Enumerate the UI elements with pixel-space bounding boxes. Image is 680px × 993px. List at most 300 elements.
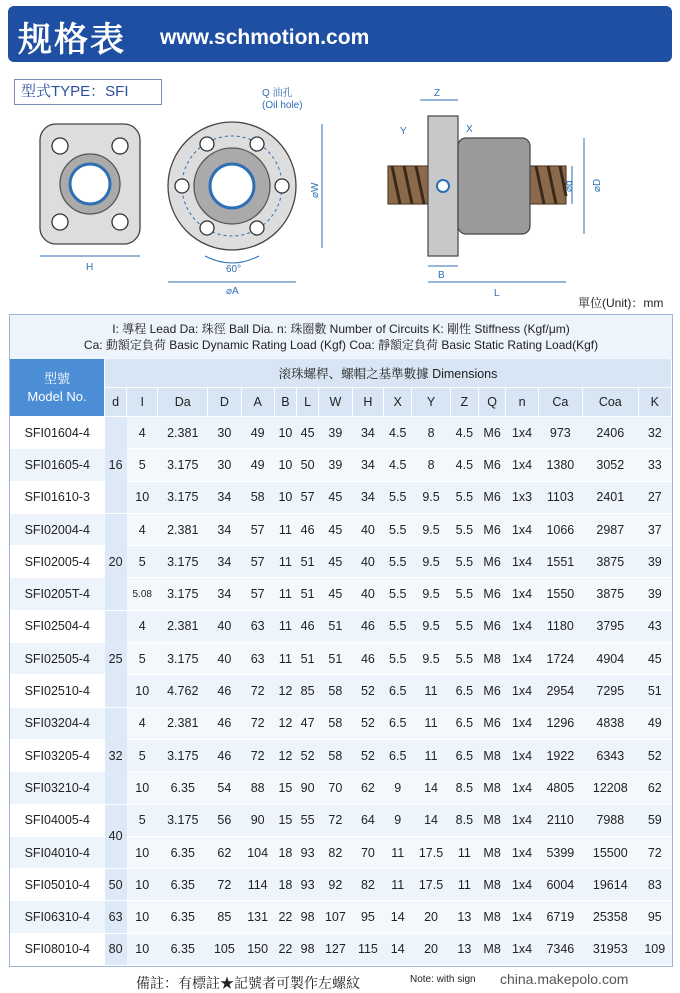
cell-l: 90 bbox=[297, 772, 319, 804]
round-nut-bore bbox=[210, 164, 254, 208]
table-row bbox=[10, 610, 672, 642]
cell-w: 51 bbox=[319, 643, 352, 675]
cell-ca: 1103 bbox=[538, 481, 582, 513]
cell-i: 10 bbox=[127, 675, 158, 707]
spec-table-body bbox=[10, 417, 672, 966]
website-url[interactable]: www.schmotion.com bbox=[160, 26, 370, 49]
cell-coa: 3875 bbox=[583, 546, 639, 578]
cell-da: 2.381 bbox=[158, 513, 208, 545]
column-header-b: B bbox=[274, 388, 296, 417]
cell-a: 90 bbox=[241, 804, 274, 836]
column-header-d: d bbox=[105, 388, 127, 417]
shaft-diameter-cell: 63 bbox=[105, 901, 127, 933]
label-b: B bbox=[438, 270, 445, 281]
cell-k: 39 bbox=[638, 546, 671, 578]
cell-w: 45 bbox=[319, 546, 352, 578]
cell-z: 5.5 bbox=[450, 643, 478, 675]
cell-y: 11 bbox=[412, 739, 451, 771]
column-header-n: n bbox=[506, 388, 538, 417]
column-header-x: X bbox=[384, 388, 412, 417]
cell-x: 5.5 bbox=[384, 578, 412, 610]
cell-da: 2.381 bbox=[158, 417, 208, 449]
cell-i: 5 bbox=[127, 546, 158, 578]
type-label: 型式TYPE：SFI bbox=[14, 79, 162, 105]
cell-da: 3.175 bbox=[158, 739, 208, 771]
cell-ca: 5399 bbox=[538, 836, 582, 868]
cell-d: 46 bbox=[208, 707, 241, 739]
cell-w: 70 bbox=[319, 772, 352, 804]
round-bolt-6 bbox=[175, 179, 189, 193]
cell-l: 51 bbox=[297, 643, 319, 675]
cell-z: 6.5 bbox=[450, 739, 478, 771]
cell-a: 63 bbox=[241, 610, 274, 642]
bolt-hole-3 bbox=[52, 214, 68, 230]
footnote-en: Note: with sign bbox=[410, 974, 476, 985]
cell-z: 5.5 bbox=[450, 513, 478, 545]
cell-da: 4.762 bbox=[158, 675, 208, 707]
cell-n: 1x4 bbox=[506, 513, 538, 545]
cell-x: 9 bbox=[384, 772, 412, 804]
cell-h: 46 bbox=[352, 643, 384, 675]
column-header-coa: Coa bbox=[583, 388, 639, 417]
oil-hole-mark bbox=[437, 180, 449, 192]
cell-coa: 12208 bbox=[583, 772, 639, 804]
model-cell: SFI0205T-4 bbox=[10, 578, 105, 610]
round-bolt-1 bbox=[200, 137, 214, 151]
round-bolt-4 bbox=[250, 221, 264, 235]
cell-ca: 6719 bbox=[538, 901, 582, 933]
round-bolt-3 bbox=[275, 179, 289, 193]
model-cell: SFI03204-4 bbox=[10, 707, 105, 739]
label-angle: 60° bbox=[226, 264, 242, 275]
cell-b: 11 bbox=[274, 610, 296, 642]
cell-x: 11 bbox=[384, 869, 412, 901]
cell-q: M6 bbox=[478, 481, 506, 513]
cell-h: 34 bbox=[352, 481, 384, 513]
cell-h: 82 bbox=[352, 869, 384, 901]
cell-coa: 2987 bbox=[583, 513, 639, 545]
cell-coa: 3052 bbox=[583, 449, 639, 481]
cell-d: 46 bbox=[208, 739, 241, 771]
cell-y: 8 bbox=[412, 417, 451, 449]
cell-q: M8 bbox=[478, 901, 506, 933]
header-banner bbox=[8, 6, 672, 62]
cell-ca: 4805 bbox=[538, 772, 582, 804]
cell-i: 10 bbox=[127, 869, 158, 901]
cell-i: 4 bbox=[127, 417, 158, 449]
cell-l: 98 bbox=[297, 933, 319, 965]
nut-body-side bbox=[458, 138, 530, 234]
model-cell: SFI05010-4 bbox=[10, 869, 105, 901]
cell-x: 5.5 bbox=[384, 610, 412, 642]
cell-i: 5 bbox=[127, 739, 158, 771]
cell-k: 33 bbox=[638, 449, 671, 481]
cell-b: 18 bbox=[274, 869, 296, 901]
cell-z: 8.5 bbox=[450, 804, 478, 836]
cell-a: 49 bbox=[241, 449, 274, 481]
cell-x: 5.5 bbox=[384, 481, 412, 513]
cell-l: 46 bbox=[297, 610, 319, 642]
cell-n: 1x4 bbox=[506, 449, 538, 481]
cell-ca: 7346 bbox=[538, 933, 582, 965]
cell-d: 40 bbox=[208, 610, 241, 642]
cell-x: 9 bbox=[384, 804, 412, 836]
cell-ca: 1180 bbox=[538, 610, 582, 642]
cell-x: 5.5 bbox=[384, 546, 412, 578]
cell-da: 3.175 bbox=[158, 481, 208, 513]
cell-z: 4.5 bbox=[450, 449, 478, 481]
table-row bbox=[10, 933, 672, 965]
cell-d: 85 bbox=[208, 901, 241, 933]
cell-h: 70 bbox=[352, 836, 384, 868]
cell-coa: 3795 bbox=[583, 610, 639, 642]
cell-a: 49 bbox=[241, 417, 274, 449]
cell-coa: 15500 bbox=[583, 836, 639, 868]
unit-label: 單位(Unit)：mm bbox=[578, 296, 664, 310]
model-cell: SFI03205-4 bbox=[10, 739, 105, 771]
column-header-i: I bbox=[127, 388, 158, 417]
model-cell: SFI06310-4 bbox=[10, 901, 105, 933]
cell-coa: 25358 bbox=[583, 901, 639, 933]
cell-ca: 6004 bbox=[538, 869, 582, 901]
column-header-d: D bbox=[208, 388, 241, 417]
cell-b: 10 bbox=[274, 481, 296, 513]
cell-k: 83 bbox=[638, 869, 671, 901]
cell-y: 20 bbox=[412, 933, 451, 965]
cell-b: 18 bbox=[274, 836, 296, 868]
cell-w: 58 bbox=[319, 739, 352, 771]
cell-z: 6.5 bbox=[450, 675, 478, 707]
cell-k: 45 bbox=[638, 643, 671, 675]
cell-l: 93 bbox=[297, 836, 319, 868]
cell-a: 72 bbox=[241, 739, 274, 771]
column-header-z: Z bbox=[450, 388, 478, 417]
shaft-diameter-cell: 25 bbox=[105, 610, 127, 707]
cell-h: 34 bbox=[352, 417, 384, 449]
column-header-l: L bbox=[297, 388, 319, 417]
nut-bore-circle bbox=[70, 164, 110, 204]
cell-d: 30 bbox=[208, 417, 241, 449]
model-header-en: Model No. bbox=[27, 388, 87, 404]
cell-n: 1x4 bbox=[506, 707, 538, 739]
cell-da: 3.175 bbox=[158, 804, 208, 836]
cell-n: 1x4 bbox=[506, 869, 538, 901]
label-x: X bbox=[466, 124, 473, 135]
cell-y: 14 bbox=[412, 804, 451, 836]
cell-z: 5.5 bbox=[450, 481, 478, 513]
model-cell: SFI02505-4 bbox=[10, 643, 105, 675]
label-w: ⌀W bbox=[310, 182, 321, 198]
cell-ca: 2954 bbox=[538, 675, 582, 707]
cell-da: 6.35 bbox=[158, 836, 208, 868]
cell-k: 32 bbox=[638, 417, 671, 449]
cell-n: 1x4 bbox=[506, 836, 538, 868]
cell-h: 40 bbox=[352, 546, 384, 578]
cell-q: M6 bbox=[478, 417, 506, 449]
cell-w: 45 bbox=[319, 513, 352, 545]
cell-b: 11 bbox=[274, 643, 296, 675]
cell-q: M6 bbox=[478, 610, 506, 642]
cell-w: 45 bbox=[319, 578, 352, 610]
column-header-w: W bbox=[319, 388, 352, 417]
cell-coa: 4838 bbox=[583, 707, 639, 739]
model-cell: SFI08010-4 bbox=[10, 933, 105, 965]
cell-b: 22 bbox=[274, 901, 296, 933]
cell-y: 9.5 bbox=[412, 481, 451, 513]
cell-n: 1x4 bbox=[506, 739, 538, 771]
cell-ca: 1380 bbox=[538, 449, 582, 481]
cell-l: 98 bbox=[297, 901, 319, 933]
cell-x: 5.5 bbox=[384, 513, 412, 545]
cell-coa: 2401 bbox=[583, 481, 639, 513]
model-header-cn: 型號 bbox=[43, 370, 70, 386]
cell-b: 11 bbox=[274, 578, 296, 610]
cell-k: 52 bbox=[638, 739, 671, 771]
shaft-diameter-cell: 20 bbox=[105, 513, 127, 610]
cell-ca: 1550 bbox=[538, 578, 582, 610]
cell-l: 47 bbox=[297, 707, 319, 739]
cell-d: 105 bbox=[208, 933, 241, 965]
cell-coa: 7295 bbox=[583, 675, 639, 707]
cell-y: 9.5 bbox=[412, 578, 451, 610]
model-cell: SFI02004-4 bbox=[10, 513, 105, 545]
cell-h: 46 bbox=[352, 610, 384, 642]
cell-i: 4 bbox=[127, 610, 158, 642]
cell-ca: 973 bbox=[538, 417, 582, 449]
technical-drawings bbox=[0, 86, 680, 306]
cell-da: 6.35 bbox=[158, 933, 208, 965]
column-header-k: K bbox=[638, 388, 671, 417]
cell-k: 51 bbox=[638, 675, 671, 707]
model-cell: SFI01604-4 bbox=[10, 417, 105, 449]
cell-y: 17.5 bbox=[412, 869, 451, 901]
label-z: Z bbox=[434, 88, 441, 99]
cell-n: 1x4 bbox=[506, 933, 538, 965]
cell-q: M8 bbox=[478, 804, 506, 836]
cell-z: 8.5 bbox=[450, 772, 478, 804]
cell-ca: 1551 bbox=[538, 546, 582, 578]
cell-k: 72 bbox=[638, 836, 671, 868]
cell-coa: 6343 bbox=[583, 739, 639, 771]
model-cell: SFI04010-4 bbox=[10, 836, 105, 868]
table-row bbox=[10, 901, 672, 933]
cell-da: 6.35 bbox=[158, 772, 208, 804]
cell-l: 85 bbox=[297, 675, 319, 707]
shaft-diameter-cell: 16 bbox=[105, 417, 127, 514]
cell-n: 1x4 bbox=[506, 610, 538, 642]
cell-coa: 7988 bbox=[583, 804, 639, 836]
cell-h: 34 bbox=[352, 449, 384, 481]
cell-k: 39 bbox=[638, 578, 671, 610]
cell-n: 1x4 bbox=[506, 417, 538, 449]
column-header-row bbox=[10, 388, 672, 417]
legend bbox=[10, 321, 672, 353]
cell-n: 1x4 bbox=[506, 901, 538, 933]
cell-da: 2.381 bbox=[158, 610, 208, 642]
cell-h: 52 bbox=[352, 739, 384, 771]
cell-b: 10 bbox=[274, 417, 296, 449]
cell-a: 131 bbox=[241, 901, 274, 933]
shaft-diameter-cell: 50 bbox=[105, 869, 127, 901]
cell-q: M6 bbox=[478, 578, 506, 610]
cell-l: 50 bbox=[297, 449, 319, 481]
cell-h: 40 bbox=[352, 578, 384, 610]
cell-q: M6 bbox=[478, 675, 506, 707]
cell-n: 1x4 bbox=[506, 546, 538, 578]
cell-y: 11 bbox=[412, 707, 451, 739]
cell-b: 12 bbox=[274, 675, 296, 707]
cell-a: 72 bbox=[241, 675, 274, 707]
label-a: ⌀A bbox=[226, 286, 239, 297]
bolt-hole-4 bbox=[112, 214, 128, 230]
cell-k: 43 bbox=[638, 610, 671, 642]
cell-k: 59 bbox=[638, 804, 671, 836]
table-row bbox=[10, 707, 672, 739]
cell-q: M8 bbox=[478, 869, 506, 901]
cell-y: 8 bbox=[412, 449, 451, 481]
cell-w: 92 bbox=[319, 869, 352, 901]
model-cell: SFI03210-4 bbox=[10, 772, 105, 804]
cell-l: 52 bbox=[297, 739, 319, 771]
cell-y: 11 bbox=[412, 675, 451, 707]
cell-z: 13 bbox=[450, 901, 478, 933]
cell-da: 3.175 bbox=[158, 546, 208, 578]
cell-d: 34 bbox=[208, 513, 241, 545]
cell-i: 5 bbox=[127, 804, 158, 836]
cell-d: 72 bbox=[208, 869, 241, 901]
model-cell: SFI01605-4 bbox=[10, 449, 105, 481]
cell-w: 51 bbox=[319, 610, 352, 642]
cell-w: 127 bbox=[319, 933, 352, 965]
cell-i: 4 bbox=[127, 707, 158, 739]
spec-table bbox=[10, 359, 672, 966]
cell-i: 10 bbox=[127, 481, 158, 513]
cell-y: 9.5 bbox=[412, 643, 451, 675]
cell-b: 11 bbox=[274, 513, 296, 545]
table-row bbox=[10, 513, 672, 545]
cell-d: 54 bbox=[208, 772, 241, 804]
cell-b: 15 bbox=[274, 772, 296, 804]
cell-n: 1x3 bbox=[506, 481, 538, 513]
footnote bbox=[0, 970, 680, 992]
cell-h: 64 bbox=[352, 804, 384, 836]
cell-coa: 31953 bbox=[583, 933, 639, 965]
label-D: ⌀D bbox=[592, 178, 603, 192]
cell-da: 6.35 bbox=[158, 869, 208, 901]
cell-d: 34 bbox=[208, 481, 241, 513]
cell-w: 58 bbox=[319, 707, 352, 739]
cell-k: 37 bbox=[638, 513, 671, 545]
cell-a: 57 bbox=[241, 513, 274, 545]
cell-a: 57 bbox=[241, 546, 274, 578]
label-y: Y bbox=[400, 126, 407, 137]
cell-h: 115 bbox=[352, 933, 384, 965]
cell-i: 5 bbox=[127, 449, 158, 481]
cell-ca: 2110 bbox=[538, 804, 582, 836]
cell-h: 40 bbox=[352, 513, 384, 545]
model-cell: SFI01610-3 bbox=[10, 481, 105, 513]
cell-a: 63 bbox=[241, 643, 274, 675]
cell-i: 10 bbox=[127, 901, 158, 933]
cell-q: M8 bbox=[478, 772, 506, 804]
table-row bbox=[10, 417, 672, 449]
round-bolt-2 bbox=[250, 137, 264, 151]
cell-n: 1x4 bbox=[506, 643, 538, 675]
cell-q: M8 bbox=[478, 739, 506, 771]
shaft-diameter-cell: 32 bbox=[105, 707, 127, 804]
column-header-a: A bbox=[241, 388, 274, 417]
cell-a: 58 bbox=[241, 481, 274, 513]
cell-i: 5 bbox=[127, 643, 158, 675]
shaft-diameter-cell: 40 bbox=[105, 804, 127, 869]
cell-i: 10 bbox=[127, 933, 158, 965]
cell-l: 45 bbox=[297, 417, 319, 449]
cell-z: 5.5 bbox=[450, 546, 478, 578]
cell-k: 95 bbox=[638, 901, 671, 933]
flange-front-view bbox=[40, 124, 140, 256]
cell-a: 57 bbox=[241, 578, 274, 610]
model-cell: SFI02005-4 bbox=[10, 546, 105, 578]
cell-q: M6 bbox=[478, 546, 506, 578]
cell-z: 4.5 bbox=[450, 417, 478, 449]
page-title: 规格表 bbox=[18, 21, 126, 59]
model-cell: SFI02510-4 bbox=[10, 675, 105, 707]
cell-ca: 1066 bbox=[538, 513, 582, 545]
label-d: ⌀d bbox=[564, 180, 575, 192]
cell-b: 12 bbox=[274, 707, 296, 739]
cell-w: 82 bbox=[319, 836, 352, 868]
cell-da: 6.35 bbox=[158, 901, 208, 933]
cell-coa: 2406 bbox=[583, 417, 639, 449]
column-header-h: H bbox=[352, 388, 384, 417]
cell-w: 45 bbox=[319, 481, 352, 513]
cell-ca: 1922 bbox=[538, 739, 582, 771]
legend-line-1: I: 導程 Lead Da: 珠徑 Ball Dia. n: 珠圈數 Number of Circuits K: 剛性 Stiffness (Kgf/μm) bbox=[112, 322, 570, 336]
cell-y: 20 bbox=[412, 901, 451, 933]
cell-l: 46 bbox=[297, 513, 319, 545]
cell-k: 27 bbox=[638, 481, 671, 513]
label-l: L bbox=[494, 288, 500, 299]
cell-q: M6 bbox=[478, 449, 506, 481]
cell-da: 3.175 bbox=[158, 449, 208, 481]
flange-round-view bbox=[168, 122, 322, 282]
cell-d: 46 bbox=[208, 675, 241, 707]
cell-y: 14 bbox=[412, 772, 451, 804]
cell-z: 11 bbox=[450, 836, 478, 868]
cell-l: 51 bbox=[297, 578, 319, 610]
cell-x: 4.5 bbox=[384, 449, 412, 481]
cell-q: M8 bbox=[478, 836, 506, 868]
cell-z: 13 bbox=[450, 933, 478, 965]
cell-da: 3.175 bbox=[158, 578, 208, 610]
cell-y: 17.5 bbox=[412, 836, 451, 868]
cell-w: 39 bbox=[319, 417, 352, 449]
cell-q: M8 bbox=[478, 643, 506, 675]
cell-h: 52 bbox=[352, 675, 384, 707]
spec-table-panel bbox=[9, 314, 673, 967]
cell-k: 109 bbox=[638, 933, 671, 965]
cell-q: M6 bbox=[478, 513, 506, 545]
cell-x: 14 bbox=[384, 933, 412, 965]
cell-ca: 1724 bbox=[538, 643, 582, 675]
cell-z: 5.5 bbox=[450, 610, 478, 642]
cell-d: 34 bbox=[208, 546, 241, 578]
model-cell: SFI02504-4 bbox=[10, 610, 105, 642]
model-cell: SFI04005-4 bbox=[10, 804, 105, 836]
cell-da: 3.175 bbox=[158, 643, 208, 675]
cell-w: 58 bbox=[319, 675, 352, 707]
column-header-da: Da bbox=[158, 388, 208, 417]
